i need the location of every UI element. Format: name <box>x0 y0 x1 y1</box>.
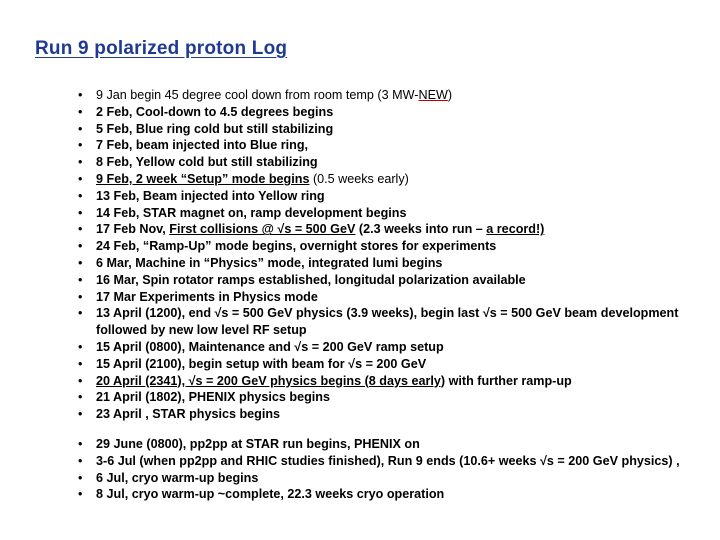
log-entry-text: 8 Jul, cryo warm-up ~complete, 22.3 weeks cryo operation <box>96 487 445 502</box>
log-entry <box>78 171 708 188</box>
log-entry <box>78 221 708 238</box>
log-entry-text: ) <box>447 88 453 102</box>
log-entry-text: 13 Feb, Beam injected into Yellow ring <box>96 188 325 203</box>
bullet-icon: • <box>78 407 83 422</box>
log-entry-text: First collisions @ √s = 500 GeV <box>169 222 356 237</box>
bullet-icon: • <box>78 222 83 237</box>
bullet-icon: • <box>78 121 83 136</box>
log-entry-text: 23 April , STAR physics begins <box>96 407 281 422</box>
log-entry-text: 15 April (0800), Maintenance and √s = 200 GeV ramp setup <box>96 339 444 354</box>
bullet-icon: • <box>78 390 83 405</box>
bullet-icon: • <box>78 171 83 186</box>
log-entry <box>78 188 708 205</box>
log-entry <box>78 453 708 470</box>
log-entry <box>78 406 708 423</box>
log-entry-text: 3-6 Jul (when pp2pp and RHIC studies finished), Run 9 ends (10.6+ weeks √s = 200 GeV physics) , <box>96 453 680 468</box>
log-entry <box>78 121 708 138</box>
log-entry-text: 2 Feb, Cool-down to 4.5 degrees begins <box>96 104 334 119</box>
bullet-icon: • <box>78 453 83 468</box>
log-entry <box>78 238 708 255</box>
log-entry-text: NEW <box>418 88 448 102</box>
log-list-end <box>78 436 708 503</box>
bullet-icon: • <box>78 437 83 451</box>
bullet-icon: • <box>78 272 83 287</box>
bullet-icon: • <box>78 373 83 388</box>
log-entry-text: 21 April (1802), PHENIX physics begins <box>96 390 330 405</box>
bullet-icon: • <box>78 470 83 485</box>
bullet-icon: • <box>78 356 83 371</box>
log-entry <box>78 470 708 487</box>
bullet-icon: • <box>78 289 83 304</box>
log-entry-text: 7 Feb, beam injected into Blue ring, <box>96 138 309 153</box>
log-entry-text: 24 Feb, “Ramp-Up” mode begins, overnight stores for experiments <box>96 239 497 254</box>
bullet-icon: • <box>78 239 83 254</box>
page-title: Run 9 polarized proton Log <box>35 38 288 59</box>
log-entry <box>78 272 708 289</box>
log-entry-text: 16 Mar, Spin rotator ramps established, longitudal polarization available <box>96 272 526 287</box>
log-entry-text: 6 Jul, cryo warm-up begins <box>96 470 259 485</box>
log-entry <box>78 486 708 503</box>
bullet-icon: • <box>78 104 83 119</box>
log-entry <box>78 339 708 356</box>
bullet-icon: • <box>78 88 83 102</box>
bullet-icon: • <box>78 155 83 170</box>
log-entry-text: a record!) <box>486 222 545 237</box>
bullet-icon: • <box>78 487 83 502</box>
log-entry <box>78 87 708 104</box>
log-entry-text: 29 June (0800), pp2pp at STAR run begins, PHENIX on <box>96 437 420 451</box>
log-entry-text: 13 April (1200), end √s = 500 GeV physics (3.9 weeks), begin last √s = 500 GeV beam development followed by new low level RF setup <box>96 306 679 338</box>
log-entry <box>78 305 708 339</box>
log-list-main <box>78 87 708 423</box>
log-entry <box>78 289 708 306</box>
log-entry-text: 20 April (2341), √s = 200 GeV physics begins (8 days early) <box>96 373 446 388</box>
log-entry-text: 15 April (2100), begin setup with beam for √s = 200 GeV <box>96 356 427 371</box>
log-entry-text: (2.3 weeks into run – <box>355 222 487 237</box>
log-entry-text: with further ramp-up <box>445 373 572 388</box>
log-entry <box>78 205 708 222</box>
log-entry <box>78 104 708 121</box>
log-entry <box>78 154 708 171</box>
log-entry <box>78 356 708 373</box>
log-entry <box>78 389 708 406</box>
bullet-icon: • <box>78 339 83 354</box>
log-entry-text: 9 Jan begin 45 degree cool down from room temp (3 MW- <box>96 88 419 102</box>
log-entry-text: 14 Feb, STAR magnet on, ramp development begins <box>96 205 407 220</box>
bullet-icon: • <box>78 255 83 270</box>
log-entry-text: 17 Mar Experiments in Physics mode <box>96 289 318 304</box>
log-entry-text: (0.5 weeks early) <box>309 171 409 186</box>
log-entry <box>78 137 708 154</box>
log-entry-text: 5 Feb, Blue ring cold but still stabilizing <box>96 121 334 136</box>
log-entry-text: 9 Feb, 2 week “Setup” mode begins <box>96 171 310 186</box>
bullet-icon: • <box>78 205 83 220</box>
log-entry <box>78 373 708 390</box>
log-entry-text: 6 Mar, Machine in “Physics” mode, integrated lumi begins <box>96 255 443 270</box>
log-entry-text: 17 Feb Nov, <box>96 222 170 237</box>
bullet-icon: • <box>78 188 83 203</box>
log-entry <box>78 255 708 272</box>
bullet-icon: • <box>78 138 83 153</box>
log-entry-text: 8 Feb, Yellow cold but still stabilizing <box>96 155 318 170</box>
bullet-icon: • <box>78 306 83 321</box>
log-entry <box>78 436 708 453</box>
